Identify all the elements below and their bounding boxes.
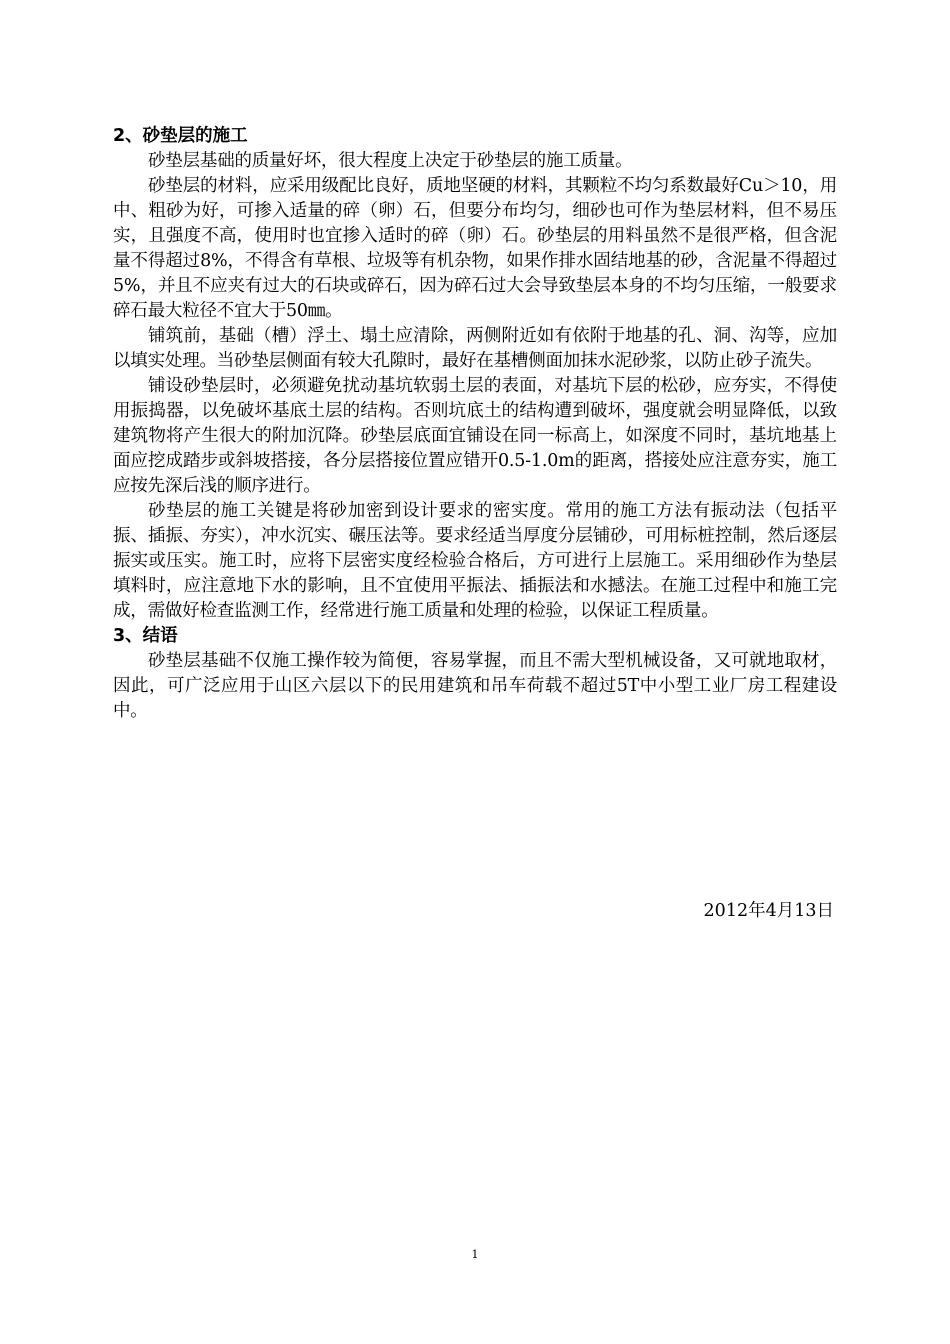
page-number: 1 bbox=[471, 1248, 479, 1261]
paragraph: 砂垫层的施工关键是将砂加密到设计要求的密实度。常用的施工方法有振动法（包括平振、插振、夯实），冲水沉实、碾压法等。要求经适当厚度分层铺砂，可用标桩控制，然后逐层振实或压实。施工时，应将下层密实度经检验合格后，方可进行上层施工。采用细砂作为垫层填料时，应注意地下水的影响，且不宜使用平振法、插振法和水撼法。在施工过程中和施工完成，需做好检查监测工作，经常进行施工质量和处理的检验，以保证工程质量。 bbox=[113, 501, 837, 621]
document-date: 2012年4月13日 bbox=[703, 901, 834, 921]
paragraph: 铺筑前，基础（槽）浮土、塌土应清除，两侧附近如有依附于地基的孔、洞、沟等，应加以填实处理。当砂垫层侧面有较大孔隙时，最好在基槽侧面加抹水泥砂浆，以防止砂子流失。 bbox=[113, 326, 837, 371]
paragraph: 砂垫层基础的质量好坏，很大程度上决定于砂垫层的施工质量。 bbox=[148, 151, 633, 171]
paragraph: 砂垫层基础不仅施工操作较为简便，容易掌握，而且不需大型机械设备，又可就地取材，因此，可广泛应用于山区六层以下的民用建筑和吊车荷载不超过5T中小型工业厂房工程建设中。 bbox=[113, 651, 837, 721]
section-heading: 2、砂垫层的施工 bbox=[113, 126, 248, 146]
section-heading: 3、结语 bbox=[113, 626, 178, 646]
paragraph: 铺设砂垫层时，必须避免扰动基坑软弱土层的表面，对基坑下层的松砂，应夯实，不得使用振捣器，以免破坏基底土层的结构。否则坑底土的结构遭到破坏，强度就会明显降低，以致建筑物将产生很大的附加沉降。砂垫层底面宜铺设在同一标高上，如深度不同时，基坑地基上面应挖成踏步或斜坡搭接，各分层搭接位置应错开0.5-1.0m的距离，搭接处应注意夯实，施工应按先深后浅的顺序进行。 bbox=[113, 376, 837, 496]
section-conclusion bbox=[113, 624, 837, 724]
section-construction bbox=[113, 124, 837, 624]
paragraph: 砂垫层的材料，应采用级配比良好，质地坚硬的材料，其颗粒不均匀系数最好Cu＞10，用中、粗砂为好，可掺入适量的碎（卵）石，但要分布均匀，细砂也可作为垫层材料，但不易压实，且强度不高，使用时也宜掺入适时的碎（卵）石。砂垫层的用料虽然不是很严格，但含泥量不得超过8%，不得含有草根、垃圾等有机杂物，如果作排水固结地基的砂，含泥量不得超过5%，并且不应夹有过大的石块或碎石，因为碎石过大会导致垫层本身的不均匀压缩，一般要求碎石最大粒径不宜大于50㎜。 bbox=[113, 176, 837, 321]
document-body bbox=[113, 124, 837, 724]
